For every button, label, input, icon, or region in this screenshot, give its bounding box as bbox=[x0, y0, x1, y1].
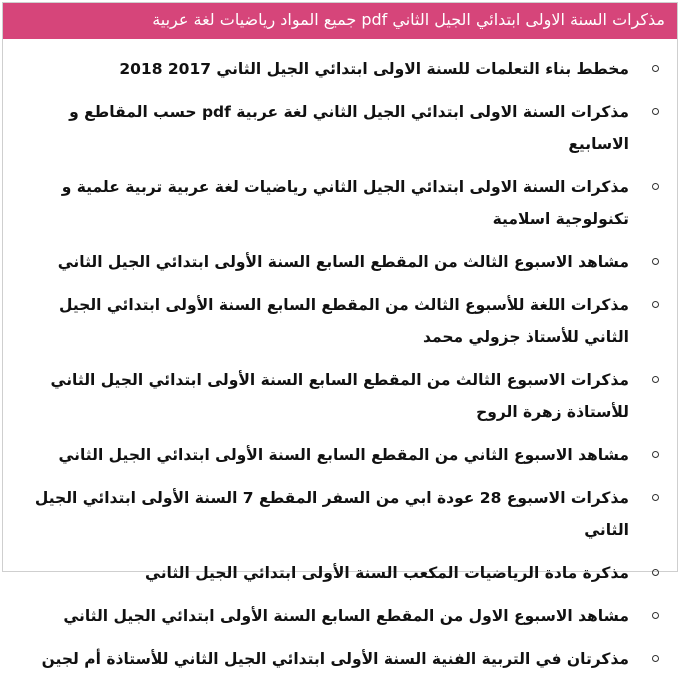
list-item bbox=[17, 96, 663, 160]
list-item-link[interactable]: مذكرات الاسبوع 28 عودة ابي من السفر المقطع 7 السنة الأولى ابتدائي الجيل الثاني bbox=[34, 489, 629, 539]
bullet-circle-icon bbox=[652, 183, 659, 190]
bullet-circle-icon bbox=[652, 258, 659, 265]
list-item bbox=[17, 482, 663, 546]
panel-header bbox=[3, 3, 677, 39]
list-item-link[interactable]: مذكرات اللغة للأسبوع الثالث من المقطع السابع السنة الأولى ابتدائي الجيل الثاني للأستاذ جزولي محمد bbox=[58, 296, 629, 346]
list-item-link[interactable]: مشاهد الاسبوع الثالث من المقطع السابع السنة الأولى ابتدائي الجيل الثاني bbox=[57, 253, 629, 271]
bullet-circle-icon bbox=[652, 108, 659, 115]
bullet-circle-icon bbox=[652, 65, 659, 72]
bullet-circle-icon bbox=[652, 451, 659, 458]
list-item bbox=[17, 439, 663, 471]
list-item-link[interactable]: مذكرات الاسبوع الثالث من المقطع السابع السنة الأولى ابتدائي الجيل الثاني للأستاذة زهرة الروح bbox=[50, 371, 629, 421]
list-item-link[interactable]: مذكرات السنة الاولى ابتدائي الجيل الثاني لغة عربية pdf حسب المقاطع و الاسابيع bbox=[69, 103, 629, 153]
list-item bbox=[17, 289, 663, 353]
list-item-link[interactable]: مخطط بناء التعلمات للسنة الاولى ابتدائي الجيل الثاني 2017 2018 bbox=[119, 60, 629, 78]
bullet-circle-icon bbox=[652, 494, 659, 501]
list-item-link[interactable]: مشاهد الاسبوع الاول من المقطع السابع السنة الأولى ابتدائي الجيل الثاني bbox=[63, 607, 629, 625]
bullet-circle-icon bbox=[652, 301, 659, 308]
link-list bbox=[3, 39, 677, 675]
panel-title: مذكرات السنة الاولى ابتدائي الجيل الثاني pdf جميع المواد رياضيات لغة عربية bbox=[152, 10, 665, 29]
list-item bbox=[17, 364, 663, 428]
list-item bbox=[17, 53, 663, 85]
list-item bbox=[17, 600, 663, 632]
list-item-link[interactable]: مشاهد الاسبوع الثاني من المقطع السابع السنة الأولى ابتدائي الجيل الثاني bbox=[58, 446, 629, 464]
bullet-circle-icon bbox=[652, 655, 659, 662]
related-posts-panel bbox=[2, 2, 678, 668]
list-item-link[interactable]: مذكرة مادة الرياضيات المكعب السنة الأولى ابتدائي الجيل الثاني bbox=[145, 564, 629, 582]
bullet-circle-icon bbox=[652, 612, 659, 619]
bullet-circle-icon bbox=[652, 569, 659, 576]
list-item bbox=[17, 246, 663, 278]
list-item bbox=[17, 643, 663, 675]
list-item bbox=[17, 557, 663, 589]
list-item-link[interactable]: مذكرات السنة الاولى ابتدائي الجيل الثاني رياضيات لغة عربية تربية علمية و تكنولوجية اسلامية bbox=[61, 178, 629, 228]
bullet-circle-icon bbox=[652, 376, 659, 383]
list-item bbox=[17, 171, 663, 235]
list-item-link[interactable]: مذكرتان في التربية الفنية السنة الأولى ابتدائي الجيل الثاني للأستاذة أم لجين bbox=[41, 650, 629, 668]
